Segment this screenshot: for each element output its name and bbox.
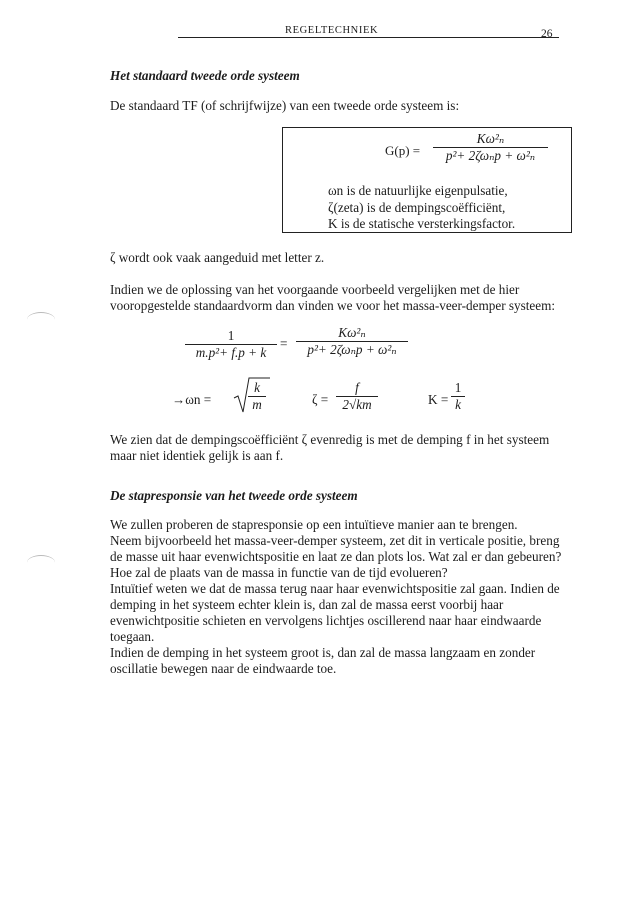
- tf-denominator: p²+ 2ζωₙp + ω²ₙ: [445, 148, 536, 163]
- zeta-denominator: 2√km: [342, 397, 372, 412]
- k-fraction: [451, 380, 465, 413]
- zeta-label: ζ =: [312, 392, 329, 407]
- step-line: Intuïtief weten we dat de massa terug naar haar evenwichtspositie zal gaan. Indien de: [110, 581, 560, 596]
- k-denominator: k: [455, 397, 461, 412]
- gp-label: G(p) =: [385, 143, 421, 158]
- page-number: 26: [541, 28, 553, 40]
- step-line: oscillatie bewegen naar de eindwaarde toe.: [110, 661, 337, 676]
- step-line: demping in het systeem echter klein is, dan zal de massa eerst voorbij haar: [110, 597, 504, 612]
- zeta-numerator: f: [355, 380, 359, 395]
- compare-line-1: Indien we de oplossing van het voorgaande voorbeeld vergelijken met de hier: [110, 282, 520, 297]
- step-line: We zullen proberen de stapresponsie op een intuïtieve manier aan te brengen.: [110, 517, 518, 532]
- step-line: toegaan.: [110, 629, 155, 644]
- equals-sign: =: [280, 336, 288, 351]
- compare-line-2: vooropgestelde standaardvorm dan vinden we voor het massa-veer-demper systeem:: [110, 298, 556, 313]
- intro-paragraph: De standaard TF (of schrijfwijze) van een tweede orde systeem is:: [110, 98, 460, 113]
- box-line-k: K is de statische versterkingsfactor.: [328, 216, 516, 231]
- header-rule: [178, 37, 559, 38]
- section-heading-standard-second-order: Het standaard tweede orde systeem: [110, 68, 300, 83]
- omega-denominator: m: [252, 397, 262, 412]
- step-line: Neem bijvoorbeeld het massa-veer-demper systeem, zet dit in verticale positie, breng: [110, 533, 560, 548]
- omega-n-label: →ωn =: [172, 392, 212, 407]
- damping-line-2: maar niet identiek gelijk is aan f.: [110, 448, 284, 463]
- scan-mark: [27, 555, 55, 570]
- step-line: evenwichtpositie schieten en vervolgens lichtjes oscillerend naar haar eindwaarde: [110, 613, 542, 628]
- omega-numerator: k: [254, 380, 260, 395]
- rhs-numerator: Kω²ₙ: [338, 325, 366, 340]
- lhs-numerator: 1: [227, 328, 235, 343]
- zeta-fraction: [336, 380, 378, 413]
- transfer-function-fraction: [433, 131, 548, 164]
- step-line: Indien de demping in het systeem groot is, dan zal de massa langzaam en zonder: [110, 645, 536, 660]
- box-line-omega: ωn is de natuurlijke eigenpulsatie,: [328, 183, 508, 198]
- tf-numerator: Kω²ₙ: [476, 131, 505, 146]
- scan-mark: [27, 312, 55, 327]
- lhs-denominator: m.p²+ f.p + k: [195, 345, 267, 360]
- step-line: de masse uit haar evenwichtspositie en laat ze dan plots los. Wat zal er dan gebeuren?: [110, 549, 562, 564]
- transfer-function-box: [282, 127, 572, 233]
- k-label: K =: [428, 392, 449, 407]
- zeta-note: ζ wordt ook vaak aangeduid met letter z.: [110, 250, 325, 265]
- step-line: Hoe zal de plaats van de massa in functie van de tijd evolueren?: [110, 565, 448, 580]
- omega-fraction: [248, 380, 266, 413]
- section-heading-step-response: De stapresponsie van het tweede orde systeem: [110, 488, 358, 503]
- damping-line-1: We zien dat de dempingscoëfficiënt ζ evenredig is met de demping f in het systeem: [110, 432, 550, 447]
- box-line-zeta: ζ(zeta) is de dempingscoëfficiënt,: [328, 200, 506, 215]
- running-header: REGELTECHNIEK: [285, 25, 379, 36]
- rhs-fraction: [296, 325, 408, 358]
- lhs-fraction: [185, 328, 277, 361]
- k-numerator: 1: [454, 380, 462, 395]
- rhs-denominator: p²+ 2ζωₙp + ω²ₙ: [307, 342, 397, 357]
